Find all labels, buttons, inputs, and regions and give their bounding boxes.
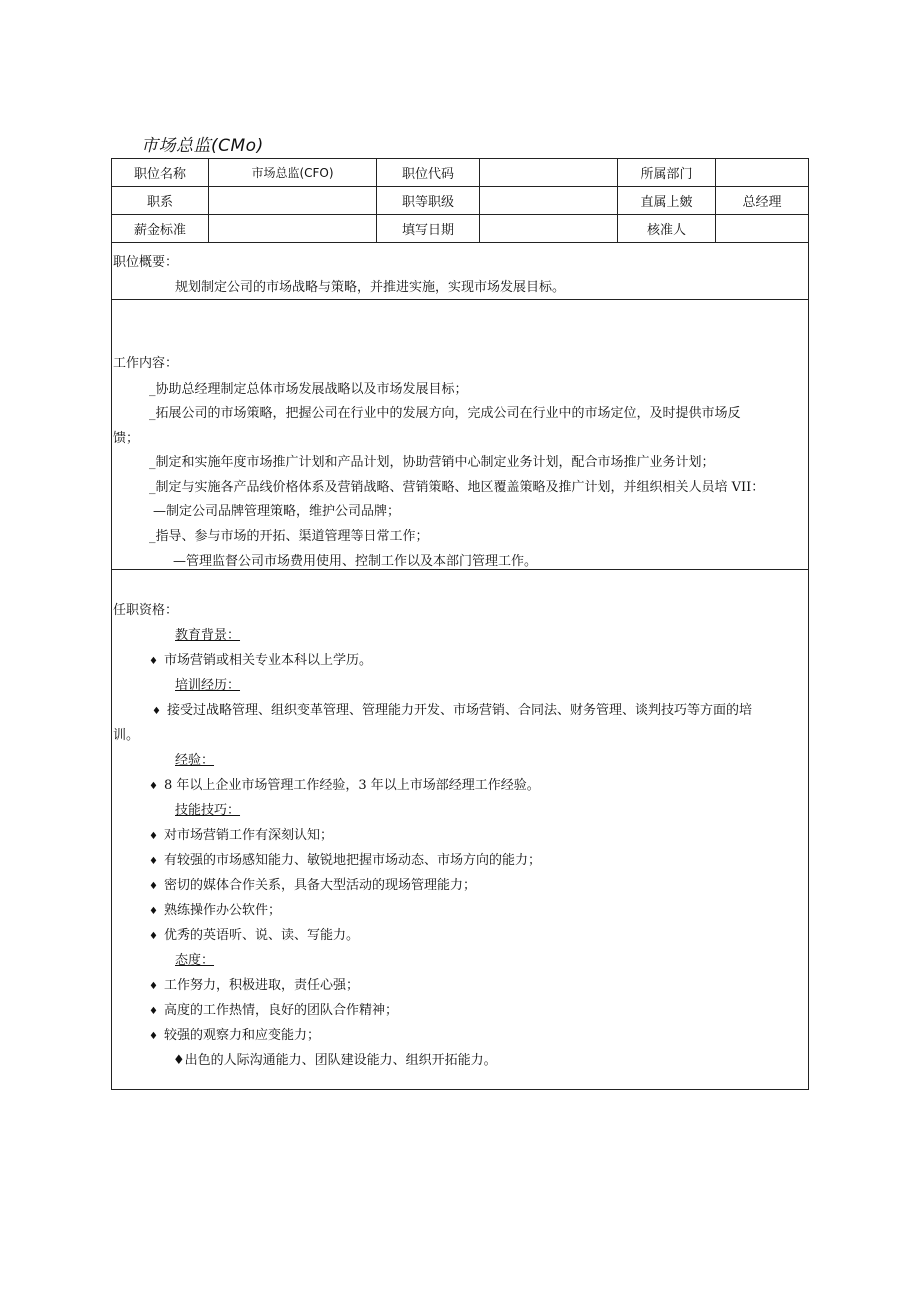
education-text: 市场营销或相关专业本科以上学历。 (163, 653, 372, 668)
list-item (149, 1024, 320, 1043)
document-title: 市场总监(CMo) (141, 136, 264, 156)
list-item (149, 924, 359, 943)
cell-label-position-code: 职位代码 (377, 159, 480, 187)
list-item (149, 849, 541, 868)
list-item (149, 824, 333, 843)
cell-grade (480, 187, 618, 215)
cell-label-department: 所属部门 (618, 159, 716, 187)
cell-supervisor: 总经理 (716, 187, 809, 215)
skills-heading: 技能技巧： (175, 803, 241, 818)
table-row (112, 159, 809, 187)
training-text-continued: 训。 (113, 728, 140, 743)
work-item: _制定与实施各产品线价格体系及营销战略、营销策略、地区覆盖策略及推广计划，并组织相关人员培 VII： (149, 480, 765, 495)
skill-text: 对市场营销工作有深刻认知； (163, 828, 333, 843)
bullet-icon: ♦ (149, 781, 158, 792)
skill-text: 优秀的英语听、说、读、写能力。 (163, 928, 359, 943)
list-item (149, 999, 398, 1018)
cell-approver (716, 215, 809, 243)
skill-text: 密切的媒体合作关系，具备大型活动的现场管理能力； (163, 878, 476, 893)
list-item (149, 874, 476, 893)
cell-label-approver: 核准人 (618, 215, 716, 243)
work-item: —制定公司品牌管理策略，维护公司品牌； (153, 504, 401, 519)
attitude-text: 高度的工作热情，良好的团队合作精神； (163, 1003, 398, 1018)
work-label: 工作内容： (113, 356, 179, 371)
cell-department (716, 159, 809, 187)
list-item (149, 974, 359, 993)
work-item: 馈； (113, 431, 140, 446)
work-content-section (111, 300, 809, 570)
work-item: _制定和实施年度市场推广计划和产品计划，协助营销中心制定业务计划，配合市场推广业务计划； (149, 455, 715, 470)
bullet-icon: ♦ (149, 856, 158, 867)
table-row (112, 215, 809, 243)
cell-label-job-family: 职系 (112, 187, 209, 215)
work-item: —管理监督公司市场费用使用、控制工作以及本部门管理工作。 (173, 554, 538, 569)
bullet-icon: ♦ (149, 656, 158, 667)
bullet-icon: ♦ (149, 1006, 158, 1017)
bullet-icon: ♦ (149, 1031, 158, 1042)
cell-label-salary: 薪金标准 (112, 215, 209, 243)
qualifications-section (111, 570, 809, 1090)
cell-job-family (209, 187, 377, 215)
bullet-icon: ♦ (149, 931, 158, 942)
overview-text: 规划制定公司的市场战略与策略，并推进实施，实现市场发展目标。 (175, 280, 566, 295)
work-item: _协助总经理制定总体市场发展战略以及市场发展目标； (149, 382, 468, 397)
work-item: _拓展公司的市场策略，把握公司在行业中的发展方向，完成公司在行业中的市场定位，及时提供市场反 (149, 406, 741, 421)
cell-fill-date (480, 215, 618, 243)
training-heading: 培训经历： (175, 678, 241, 693)
cell-label-position-name: 职位名称 (112, 159, 209, 187)
work-item: _指导、参与市场的开拓、渠道管理等日常工作； (149, 529, 429, 544)
cell-position-code (480, 159, 618, 187)
training-text: 接受过战略管理、组织变革管理、管理能力开发、市场营销、合同法、财务管理、谈判技巧等方面的培 (166, 703, 752, 718)
cell-label-fill-date: 填写日期 (377, 215, 480, 243)
list-item (149, 649, 372, 668)
bullet-icon: ♦ (149, 831, 158, 842)
attitude-text-last: ♦出色的人际沟通能力、团队建设能力、组织开拓能力。 (173, 1053, 497, 1068)
list-item (149, 899, 281, 918)
attitude-text: 较强的观察力和应变能力； (163, 1028, 320, 1043)
skill-text: 熟练操作办公软件； (163, 903, 281, 918)
cell-label-supervisor: 直属上皴 (618, 187, 716, 215)
education-heading: 教育背景： (175, 628, 241, 643)
position-info-table (111, 158, 809, 243)
bullet-icon: ♦ (149, 906, 158, 917)
qualifications-label: 任职资格： (113, 603, 179, 618)
cell-position-name: 市场总监(CFO) (209, 159, 377, 187)
overview-section (111, 243, 809, 300)
list-item (149, 774, 540, 793)
table-row (112, 187, 809, 215)
experience-heading: 经验： (175, 753, 215, 768)
cell-label-grade: 职等职级 (377, 187, 480, 215)
attitude-text: 工作努力，积极进取，责任心强； (163, 978, 359, 993)
list-item (152, 699, 752, 718)
bullet-icon: ♦ (149, 981, 158, 992)
cell-salary (209, 215, 377, 243)
bullet-icon: ♦ (149, 881, 158, 892)
experience-text: 8 年以上企业市场管理工作经验，3 年以上市场部经理工作经验。 (163, 778, 540, 793)
overview-label: 职位概要： (113, 255, 179, 270)
bullet-icon: ♦ (152, 706, 161, 717)
skill-text: 有较强的市场感知能力、敏锐地把握市场动态、市场方向的能力； (163, 853, 541, 868)
attitude-heading: 态度： (175, 953, 215, 968)
